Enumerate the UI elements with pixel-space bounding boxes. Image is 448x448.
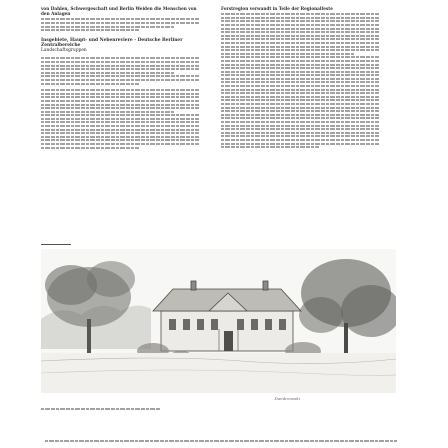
text-line [41,136,199,138]
text-line [221,146,319,148]
text-line [41,22,199,24]
text-line [41,72,174,74]
text-line [41,408,161,410]
section-subhead-tail: Landschaftsgruppen [41,48,87,54]
text-line [41,79,199,81]
text-line [221,110,379,112]
text-line [221,78,379,80]
manor-house-illustration [41,249,396,393]
text-line [221,31,379,33]
text-line [221,56,379,58]
text-line [221,49,379,51]
text-line [41,143,199,145]
text-line [221,20,379,22]
text-line [221,103,379,105]
left-column-headline: von Dahlen, Schwergeschaft und Berlin Weiden die Menschen von den Anlagen [41,6,197,17]
text-line [221,81,379,83]
text-line [221,89,379,91]
text-line [41,68,199,70]
text-line [221,38,379,40]
text-line [221,46,379,48]
text-line [41,29,139,31]
text-line [221,125,379,127]
text-line [41,65,199,67]
illustration-block [41,244,396,399]
section-subhead [41,38,199,54]
right-column-headline: Forstregion verwandt in Teile der Regionalfeste [221,6,333,11]
text-line [221,71,379,73]
text-line [41,93,199,95]
text-line [41,83,139,85]
section-subhead-text: Insgebiete, Haupt- und Nebenreviere - Deutsche Berliner Zentralbereiche [41,37,183,48]
text-line [221,85,379,87]
text-line [221,135,379,137]
figure-rule [41,244,71,245]
text-line [41,61,199,63]
text-line [41,111,174,113]
text-line [221,128,379,130]
text-line [41,121,199,123]
text-line [221,24,379,26]
text-line [41,75,199,77]
text-line [41,96,199,98]
text-line [41,147,139,149]
text-line [221,60,379,62]
text-line [221,67,379,69]
text-line [41,26,174,28]
text-line [221,53,354,55]
footnote [41,408,161,411]
text-line [221,132,379,134]
text-line [221,143,379,145]
text-line [41,132,199,134]
text-line [221,74,379,76]
text-line [221,13,379,15]
text-line [221,28,379,30]
text-line [221,114,379,116]
text-line [41,89,199,91]
text-line [221,99,379,101]
right-column [221,6,379,150]
text-line [41,139,199,141]
text-line [41,57,199,59]
text-line [41,125,199,127]
text-line [41,114,199,116]
text-line [41,100,199,102]
text-line [221,96,379,98]
text-line [221,35,379,37]
text-line [221,64,379,66]
left-column [41,6,199,150]
text-line [45,440,397,442]
text-line [221,121,379,123]
text-line [221,107,379,109]
illustration-signature: Dambrowski [274,396,300,401]
text-line [221,92,379,94]
text-line [41,107,199,109]
text-line [41,104,199,106]
text-line [41,118,199,120]
text-line [41,18,199,20]
text-line [221,17,379,19]
text-line [221,117,379,119]
bottom-running-line [45,440,397,442]
text-line [221,139,379,141]
text-line [41,129,199,131]
text-line [221,42,379,44]
